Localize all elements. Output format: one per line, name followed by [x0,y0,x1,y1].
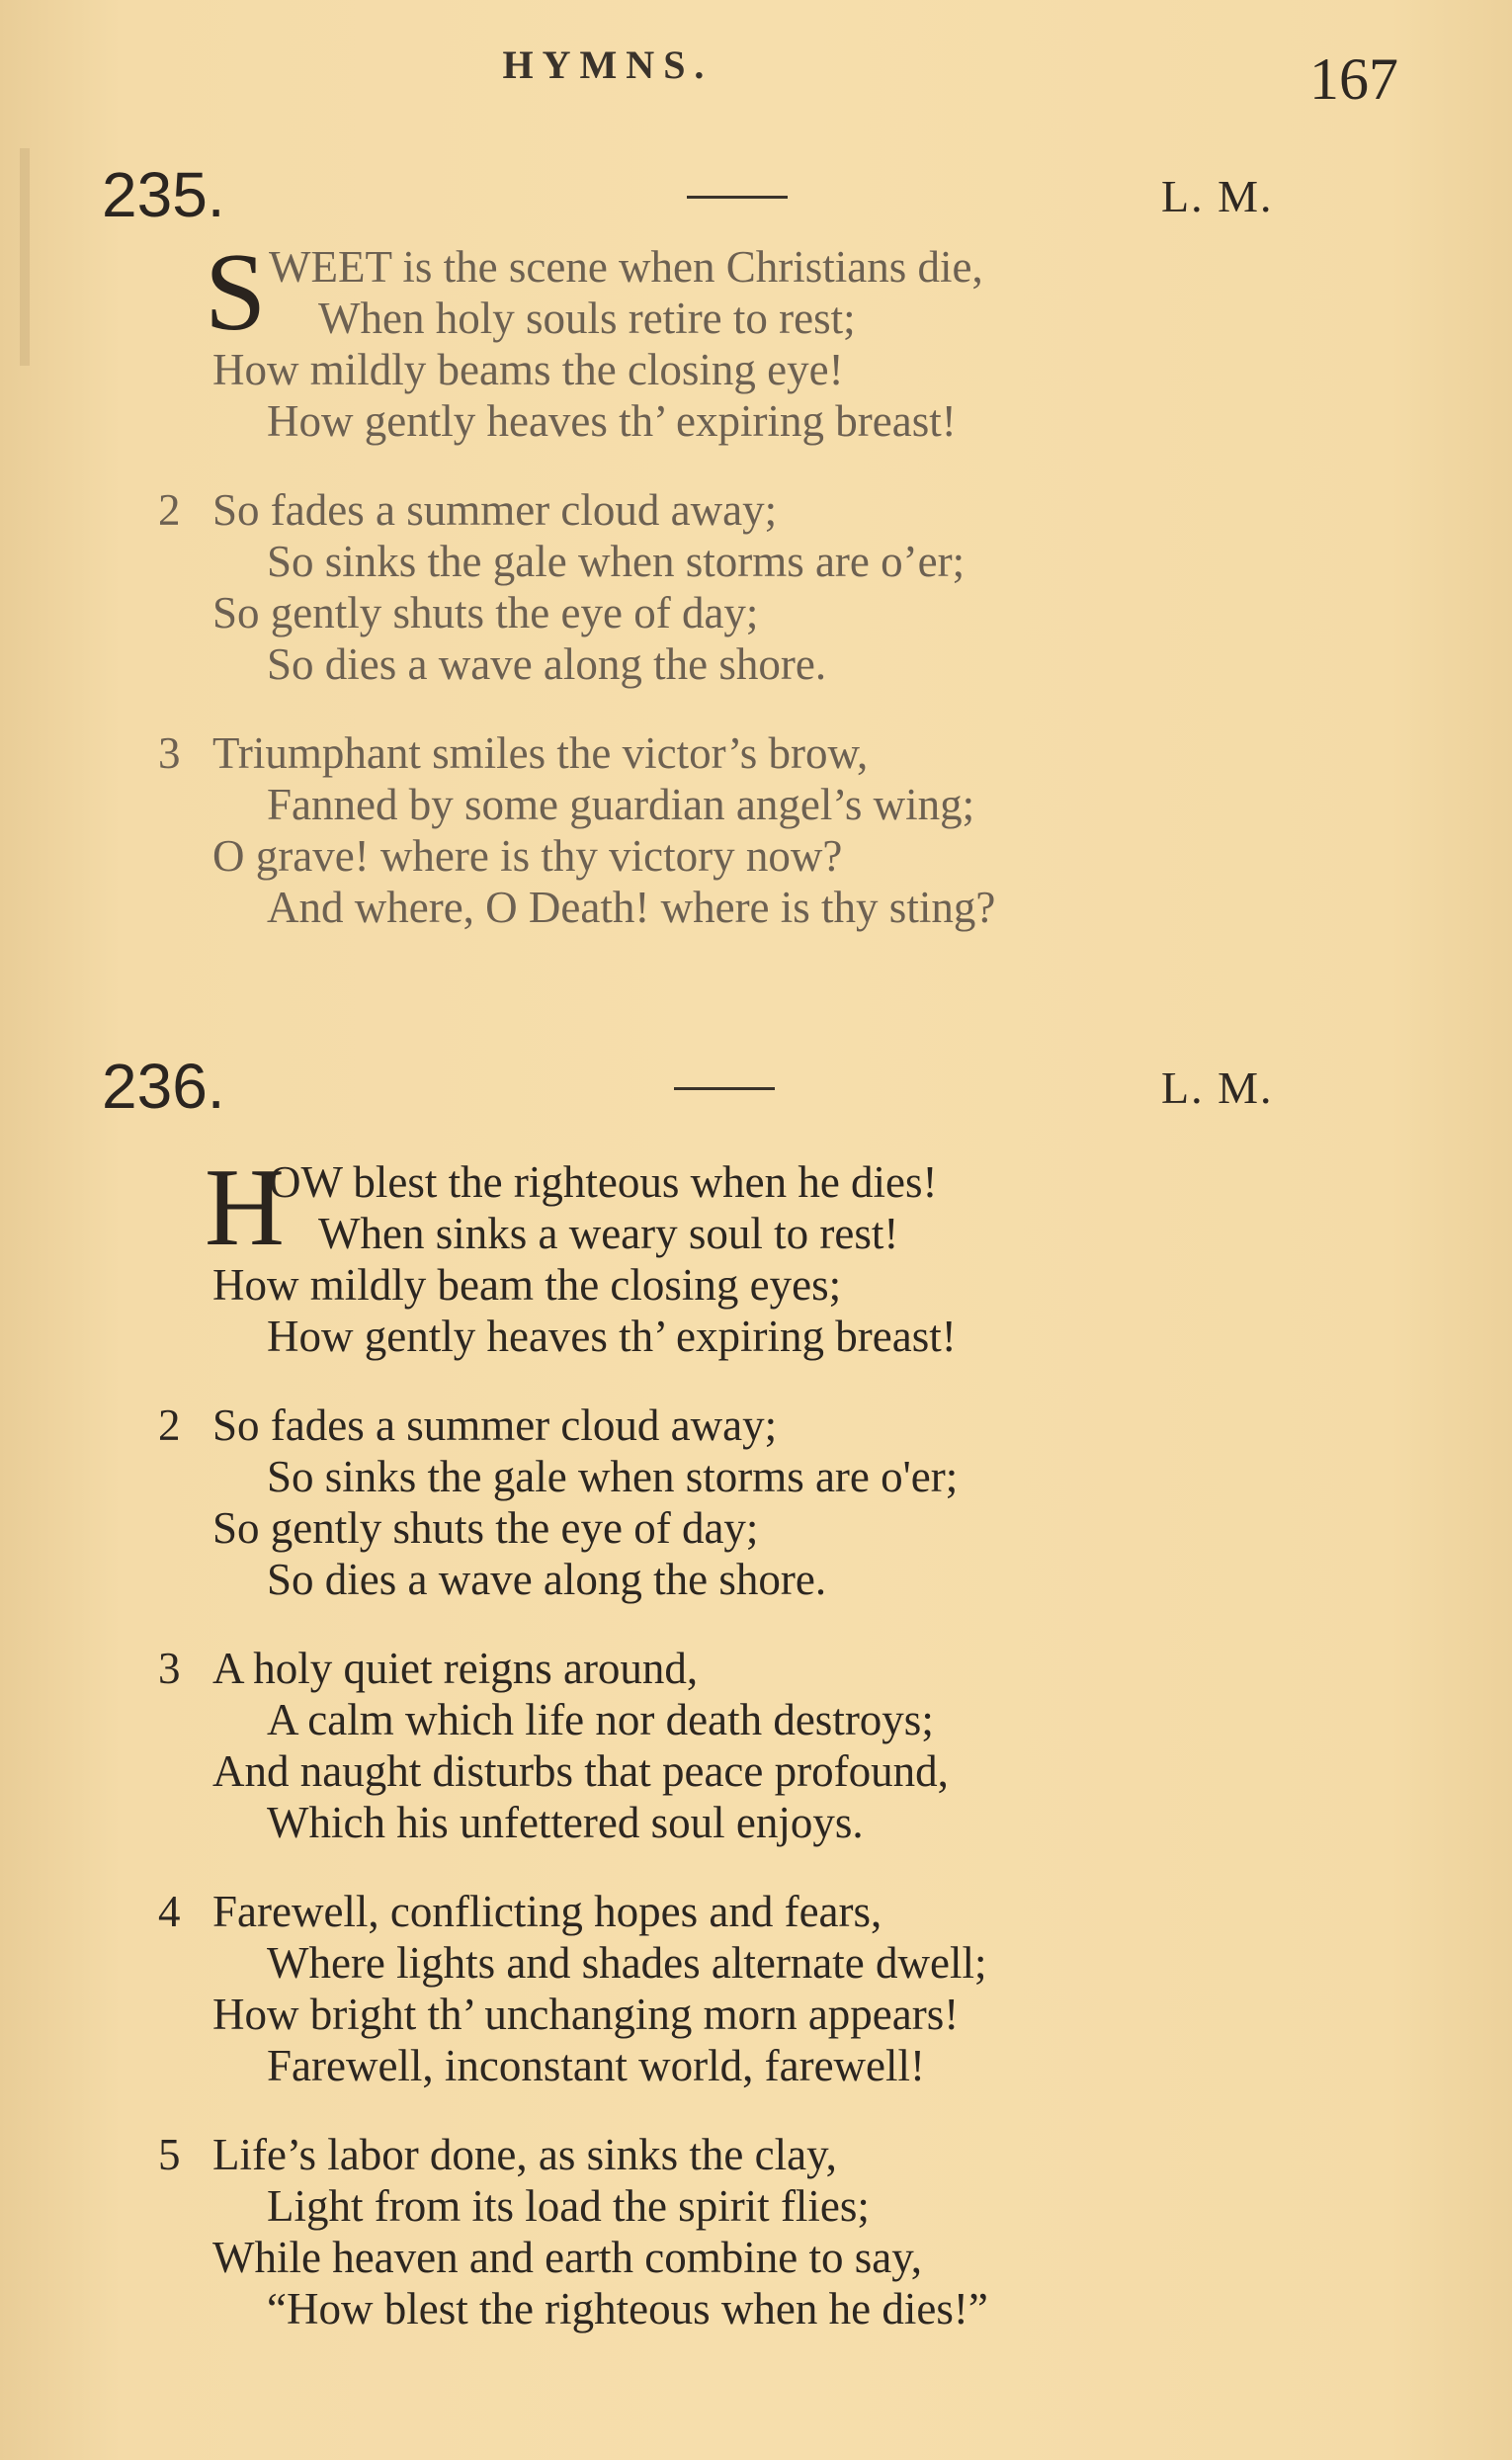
hymn-235 [0,158,1512,971]
verse-number: 3 [158,1644,181,1693]
verse-line: So dies a wave along the shore. [267,1555,827,1604]
verse-line: And where, O Death! where is thy sting? [267,883,996,932]
verse-line: How mildly beam the closing eyes; [212,1260,842,1310]
verse-3 [0,727,1512,933]
verse-number: 5 [158,2130,181,2179]
verse-2 [0,484,1512,690]
verse-line: A calm which life nor death destroys; [267,1695,934,1744]
verse-line: When holy souls retire to rest; [318,294,856,343]
verse-line: So dies a wave along the shore. [267,639,827,689]
verse-line: OW blest the righteous when he dies! [269,1157,938,1207]
verse-line: How gently heaves th’ expiring breast! [267,1312,957,1361]
hymn-header [0,1050,1512,1139]
verse-line: How gently heaves th’ expiring breast! [267,396,957,446]
verse-line: And naught disturbs that peace profound, [212,1746,949,1796]
verse-line: Farewell, conflicting hopes and fears, [212,1887,882,1936]
verse-number: 2 [158,485,181,535]
verse-line: When sinks a weary soul to rest! [318,1209,899,1258]
verse-line: O grave! where is thy victory now? [212,831,843,881]
hymn-meter: L. M. [1161,171,1274,221]
hymn-meter: L. M. [1161,1062,1274,1113]
verse-line: So sinks the gale when storms are o'er; [267,1452,959,1501]
verse-line: A holy quiet reigns around, [212,1644,699,1693]
verse-number: 3 [158,728,181,778]
verse-line: Fanned by some guardian angel’s wing; [267,780,975,829]
verse-line: Which his unfettered soul enjoys. [267,1798,864,1847]
verse-line: WEET is the scene when Christians die, [269,242,983,292]
separator-dash [674,1087,775,1090]
verse-line: Where lights and shades alternate dwell; [267,1938,987,1988]
verse-line: While heaven and earth combine to say, [212,2233,923,2282]
verse-line: So gently shuts the eye of day; [212,588,759,637]
verse-2 [0,1400,1512,1605]
verse-line: Light from its load the spirit flies; [267,2181,870,2231]
verse-line: How mildly beams the closing eye! [212,345,844,394]
verse-1 [0,1146,1512,1362]
verse-line: Farewell, inconstant world, farewell! [267,2041,926,2090]
verse-number: 2 [158,1400,181,1450]
verse-5 [0,2129,1512,2334]
verse-3 [0,1643,1512,1848]
hymn-number: 236. [102,1051,225,1122]
verse-line: How bright th’ unchanging morn appears! [212,1990,960,2039]
verse-number: 4 [158,1887,181,1936]
drop-cap: S [205,231,267,354]
separator-dash [687,196,788,199]
verse-line: So sinks the gale when storms are o’er; [267,537,966,586]
verse-line: So fades a summer cloud away; [212,1400,778,1450]
drop-cap: H [205,1146,285,1269]
running-head: HYMNS. [502,42,714,87]
verse-1 [0,231,1512,447]
hymn-number: 235. [102,159,225,230]
page-number: 167 [1309,46,1398,112]
verse-line: Life’s labor done, as sinks the clay, [212,2130,837,2179]
hymn-236 [0,1050,1512,2372]
verse-line: Triumphant smiles the victor’s brow, [212,728,869,778]
verse-4 [0,1886,1512,2091]
verse-line: So gently shuts the eye of day; [212,1503,759,1553]
verse-line: So fades a summer cloud away; [212,485,778,535]
verse-line: “How blest the righteous when he dies!” [267,2284,988,2333]
